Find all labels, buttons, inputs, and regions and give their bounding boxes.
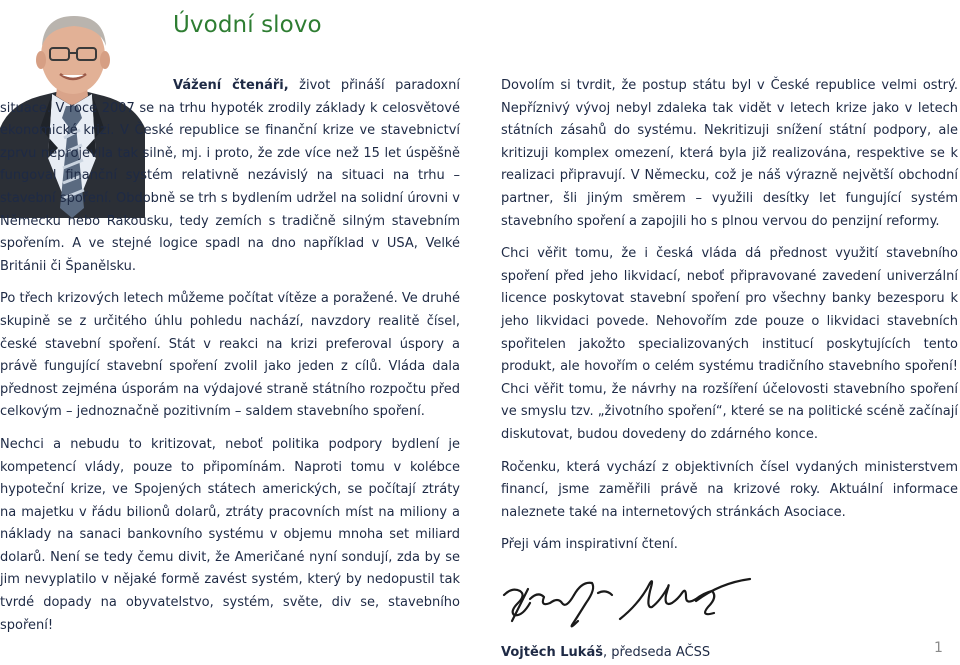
right-column — [501, 75, 958, 567]
page-number: 1 — [934, 640, 943, 656]
left-paragraph-1 — [0, 75, 460, 278]
salutation: Vážení čtenáři, — [173, 78, 289, 93]
right-paragraph-4: Přeji vám inspirativní čtení. — [501, 537, 678, 553]
signer-role: , předseda AČSS — [602, 645, 711, 660]
left-paragraph-1-text: život přináší paradoxní situace. V roce 2007 se na trhu hypoték zrodily základy k celosvětové ekonomické krizi. V České republice se finanční krize ve stavebnictví zprvu neprojevila tak silně, mj. i proto, že zde více než 15 let úspěšně fungoval finanční systém relativně nezávislý na situaci na trhu – stavební spoření. Obdobně se trh s bydlením udržel na solidní úrovni v Německu nebo Rakousku, tedy zemích s tradičně silným stavebním spořením. A ve stejné logice spadl na dno například v USA, Velké Británii či Španělsku. — [0, 78, 460, 274]
left-paragraph-2: Po třech krizových letech můžeme počítat vítěze a poražené. Ve druhé skupině se z určitého úhlu pohledu nachází, navzdory realitě čísel, české stavební spoření. Stát v reakci na krizi preferoval úspory a právě fungující stavební spoření zvolil jako jeden z cílů. Vláda dala přednost zejména úsporám na výdajové straně státního rozpočtu před celkovým – jednoznačně pozitivním – saldem stavebního spoření. — [0, 291, 460, 420]
left-column — [0, 75, 460, 647]
right-paragraph-3: Ročenku, která vychází z objektivních čísel vydaných ministerstvem financí, jsme zaměřili právě na krizové roky. Aktuální informace naleznete také na internetových stránkách Asociace. — [501, 459, 958, 520]
handwritten-signature — [500, 573, 755, 633]
right-paragraph-2: Chci věřit tomu, že i česká vláda dá přednost využití stavebního spoření před jeho likvidací, neboť připravované zavedení univerzální licence poskytovat stavební spoření pro všechny banky bezesporu k jeho likvidaci povede. Nehovořím zde pouze o likvidaci stavebních spořitelen jakožto specializovaných institucí poskytujících tento produkt, ale hovořím o celém systému tradičního stavebního spoření! Chci věřit tomu, že návrhy na rozšíření účelovosti stavebního spoření ve smyslu tzv. „životního spoření“, které se na politické scéně začínají diskutovat, budou dovedeny do zdárného konce. — [501, 246, 958, 442]
left-paragraph-3: Nechci a nebudu to kritizovat, neboť politika podpory bydlení je kompetencí vlády, pouze to připomínám. Naproti tomu v kolébce hypoteční krize, ve Spojených státech amerických, se počítají ztráty na majetku v řádu bilionů dolarů, ztráty pracovních míst na miliony a náklady na sanaci bankovního systému v objemu mnoha set miliard dolarů. Není se tedy čemu divit, že Američané nyní sondují, zda by se jim nevyplatilo v nějaké formě zavést systém, který by nedopustil tak tvrdé dopady na obyvatelstvo, systém, světe, div se, stavebního spoření! — [0, 436, 460, 633]
right-paragraph-1: Dovolím si tvrdit, že postup státu byl v České republice velmi ostrý. Nepříznivý vývoj nebyl zdaleka tak vidět v letech krize jako v letech státních zásahů do systému. Nekritizuji snížení státní podpory, ale kritizuji komplex omezení, která byla již realizována, respektive se k realizaci připravují. V Německu, což je náš výrazně největší obchodní partner, šli jiným směrem – využili desítky let fungující systém stavebního spoření a zapojili ho s plnou vervou do penzijní reformy. — [501, 78, 958, 229]
page-title: Úvodní slovo — [173, 12, 322, 38]
signature-line — [501, 644, 710, 662]
signer-name: Vojtěch Lukáš — [501, 645, 603, 660]
